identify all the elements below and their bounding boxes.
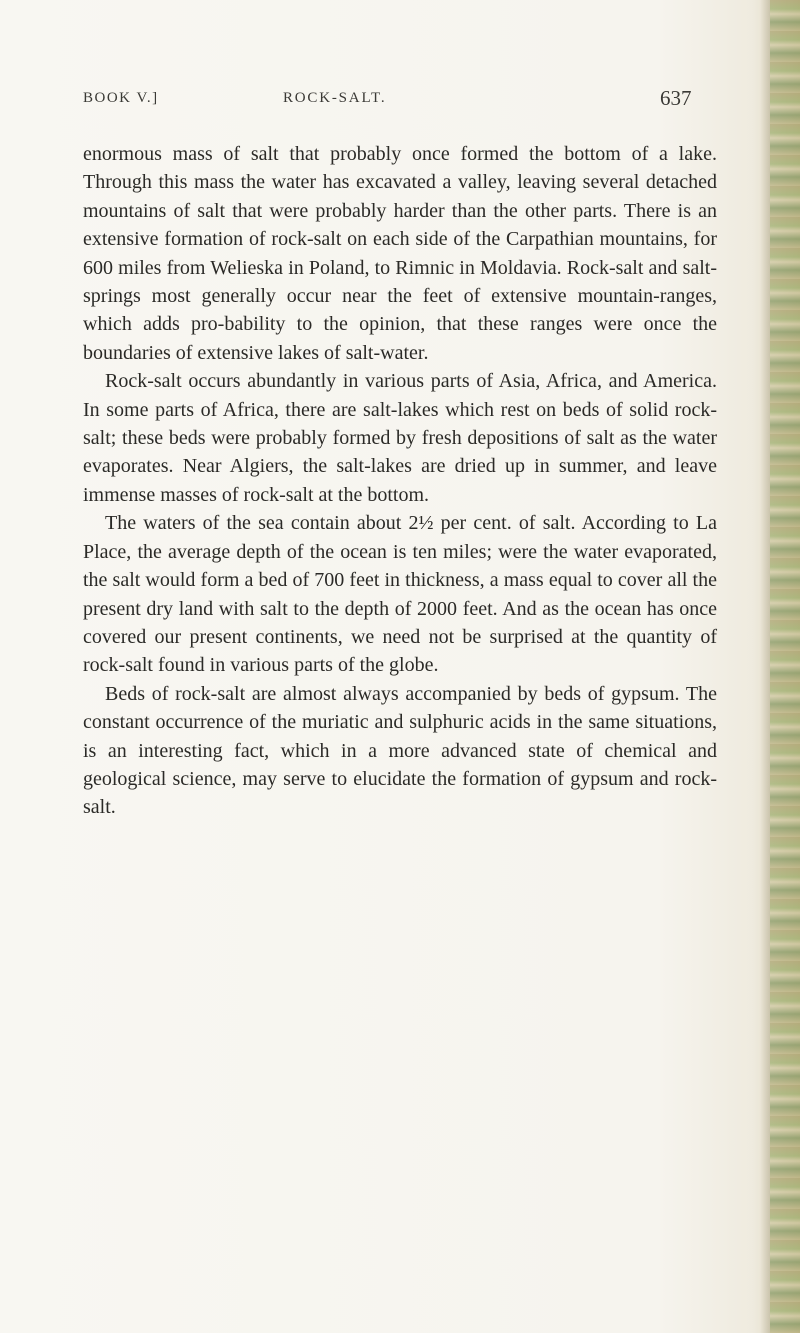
running-head-title: ROCK-SALT. (283, 90, 387, 106)
paragraph: Beds of rock-salt are almost always accompanied by beds of gypsum. The constant occurrence of the muriatic and sulphuric acids in the same situations, is an interesting fact, which in a more advanced state of chemical and geological science, may serve to elucidate the formation of gypsum and rock-salt. (83, 682, 717, 819)
running-header (83, 86, 715, 116)
paragraph: Rock-salt occurs abundantly in various parts of Asia, Africa, and America. In some parts of Africa, there are salt-lakes which rest on beds of solid rock-salt; these beds were probably formed by fresh depositions of salt as the water evaporates. Near Algiers, the salt-lakes are dried up in summer, and leave immense masses of rock-salt at the bottom. (83, 370, 717, 506)
page-number: 637 (660, 86, 692, 110)
paragraph: The waters of the sea contain about 2½ per cent. of salt. According to La Place, the average depth of the ocean is ten miles; were the water evaporated, the salt would form a bed of 700 feet in thickness, a mass equal to cover all the present dry land with salt to the depth of 2000 feet. And as the ocean has once covered our present continents, we need not be surprised at the quantity of rock-salt found in various parts of the globe. (83, 512, 717, 677)
page-shadow (760, 0, 770, 1333)
body-text (83, 140, 717, 822)
running-head-book: BOOK V.] (83, 90, 159, 106)
binding-edge (770, 0, 800, 1333)
paragraph-continued: enormous mass of salt that probably once formed the bottom of a lake. Through this mass the water has excavated a valley, leaving several detached mountains of salt that were probably harder than the other parts. There is an extensive formation of rock-salt on each side of the Carpathian mountains, for 600 miles from Welieska in Poland, to Rimnic in Moldavia. Rock-salt and salt-springs most generally occur near the feet of extensive mountain-ranges, which adds pro-bability to the opinion, that these ranges were once the boundaries of extensive lakes of salt-water. (83, 143, 717, 364)
